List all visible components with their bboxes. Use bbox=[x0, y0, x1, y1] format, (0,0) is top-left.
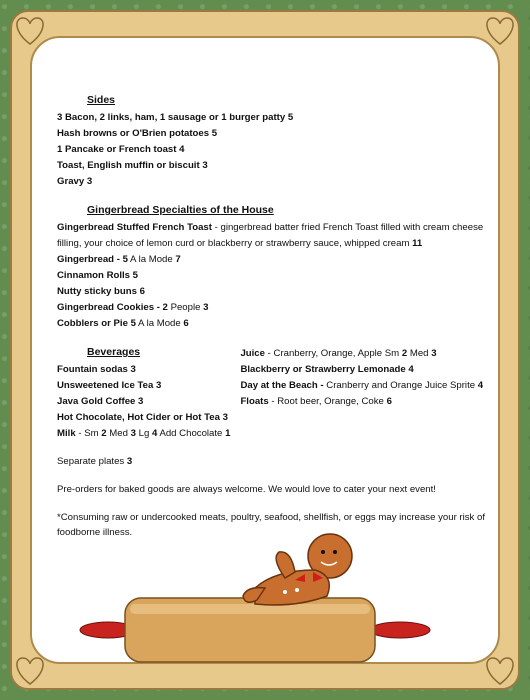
separate-label: Separate plates bbox=[57, 456, 127, 467]
separate-price: 3 bbox=[126, 456, 133, 467]
sides-item: Toast, English muffin or biscuit 3 bbox=[57, 160, 208, 171]
heart-corner-icon bbox=[8, 648, 52, 692]
cobblers-name: Cobblers or Pie 5 bbox=[57, 318, 136, 329]
juice-med: Med bbox=[407, 348, 432, 359]
nutty-item: Nutty sticky buns 6 bbox=[57, 286, 145, 297]
heart-corner-icon bbox=[8, 8, 52, 52]
milk-choc-price: 1 bbox=[225, 428, 231, 439]
heart-corner-icon bbox=[478, 8, 522, 52]
french-toast-item bbox=[57, 220, 487, 252]
sides-item: Hash browns or O'Brien potatoes 5 bbox=[57, 128, 218, 139]
cobblers-mode: A la Mode bbox=[135, 318, 184, 329]
floats-desc: - Root beer, Orange, Coke bbox=[268, 396, 387, 407]
milk-lg-price: 4 bbox=[151, 428, 158, 439]
cobblers-mode-price: 6 bbox=[183, 318, 189, 329]
juice-sm-price: 2 bbox=[401, 348, 408, 359]
lemonade-item: Blackberry or Strawberry Lemonade 4 bbox=[240, 364, 414, 375]
cookies-item bbox=[57, 300, 487, 316]
beverages-right-column bbox=[240, 346, 487, 442]
preorder-note: Pre-orders for baked goods are always welcome. We would love to cater your next event! bbox=[57, 484, 436, 495]
consuming-warning: *Consuming raw or undercooked meats, poultry, seafood, shellfish, or eggs may increase your risk of foodborne illness. bbox=[57, 512, 486, 538]
beverages-left-column bbox=[57, 362, 240, 442]
gingerbread-mode: A la Mode bbox=[127, 254, 176, 265]
beverage-item: Fountain sodas 3 bbox=[57, 364, 136, 375]
sides-item: 3 Bacon, 2 links, ham, 1 sausage or 1 burger patty 5 bbox=[57, 112, 294, 123]
beach-item bbox=[240, 378, 487, 394]
french-toast-name: Gingerbread Stuffed French Toast bbox=[57, 222, 212, 233]
gingerbread-price: - 5 bbox=[114, 254, 128, 265]
gingerbread-item bbox=[57, 252, 487, 268]
cookies-price: - 2 bbox=[154, 302, 168, 313]
cobblers-item bbox=[57, 316, 487, 332]
heart-corner-icon bbox=[478, 648, 522, 692]
beverage-item: Unsweetened Ice Tea 3 bbox=[57, 380, 162, 391]
milk-name: Milk bbox=[57, 428, 76, 439]
beach-name: Day at the Beach - bbox=[240, 380, 324, 391]
cinnamon-item: Cinnamon Rolls 5 bbox=[57, 270, 139, 281]
cookies-name: Gingerbread Cookies bbox=[57, 302, 155, 313]
gingerbread-name: Gingerbread bbox=[57, 254, 115, 265]
milk-item bbox=[57, 426, 240, 442]
floats-item bbox=[240, 394, 487, 410]
sides-item: Gravy 3 bbox=[57, 176, 93, 187]
cookies-people-price: 3 bbox=[203, 302, 209, 313]
milk-lg: Lg bbox=[135, 428, 152, 439]
floats-price: 6 bbox=[386, 396, 392, 407]
separate-plates bbox=[57, 454, 487, 470]
milk-sm-price: 2 bbox=[101, 428, 107, 439]
juice-item bbox=[240, 346, 487, 362]
milk-sm: - Sm bbox=[75, 428, 102, 439]
beverage-item: Hot Chocolate, Hot Cider or Hot Tea 3 bbox=[57, 412, 228, 423]
beverages-heading: Beverages bbox=[87, 346, 141, 358]
gingerbread-mode-price: 7 bbox=[175, 254, 181, 265]
beach-desc: Cranberry and Orange Juice Sprite bbox=[323, 380, 478, 391]
gingerbread-heading: Gingerbread Specialties of the House bbox=[87, 204, 274, 216]
sides-heading: Sides bbox=[87, 94, 116, 106]
juice-med-price: 3 bbox=[431, 348, 437, 359]
cookies-people: People bbox=[167, 302, 204, 313]
floats-name: Floats bbox=[240, 396, 269, 407]
juice-name: Juice bbox=[240, 348, 265, 359]
milk-choc: Add Chocolate bbox=[157, 428, 226, 439]
french-toast-desc: - gingerbread batter fried French Toast filled with cream cheese filling, your choice of lemon curd or blackberry or strawberry sauce, whipped cream bbox=[57, 222, 484, 249]
menu-content bbox=[57, 92, 487, 540]
beverage-item: Java Gold Coffee 3 bbox=[57, 396, 144, 407]
sides-item: 1 Pancake or French toast 4 bbox=[57, 144, 185, 155]
beach-price: 4 bbox=[477, 380, 484, 391]
milk-med: Med bbox=[106, 428, 131, 439]
milk-med-price: 3 bbox=[130, 428, 136, 439]
juice-desc: - Cranberry, Orange, Apple Sm bbox=[264, 348, 402, 359]
french-toast-price: 11 bbox=[412, 238, 423, 249]
